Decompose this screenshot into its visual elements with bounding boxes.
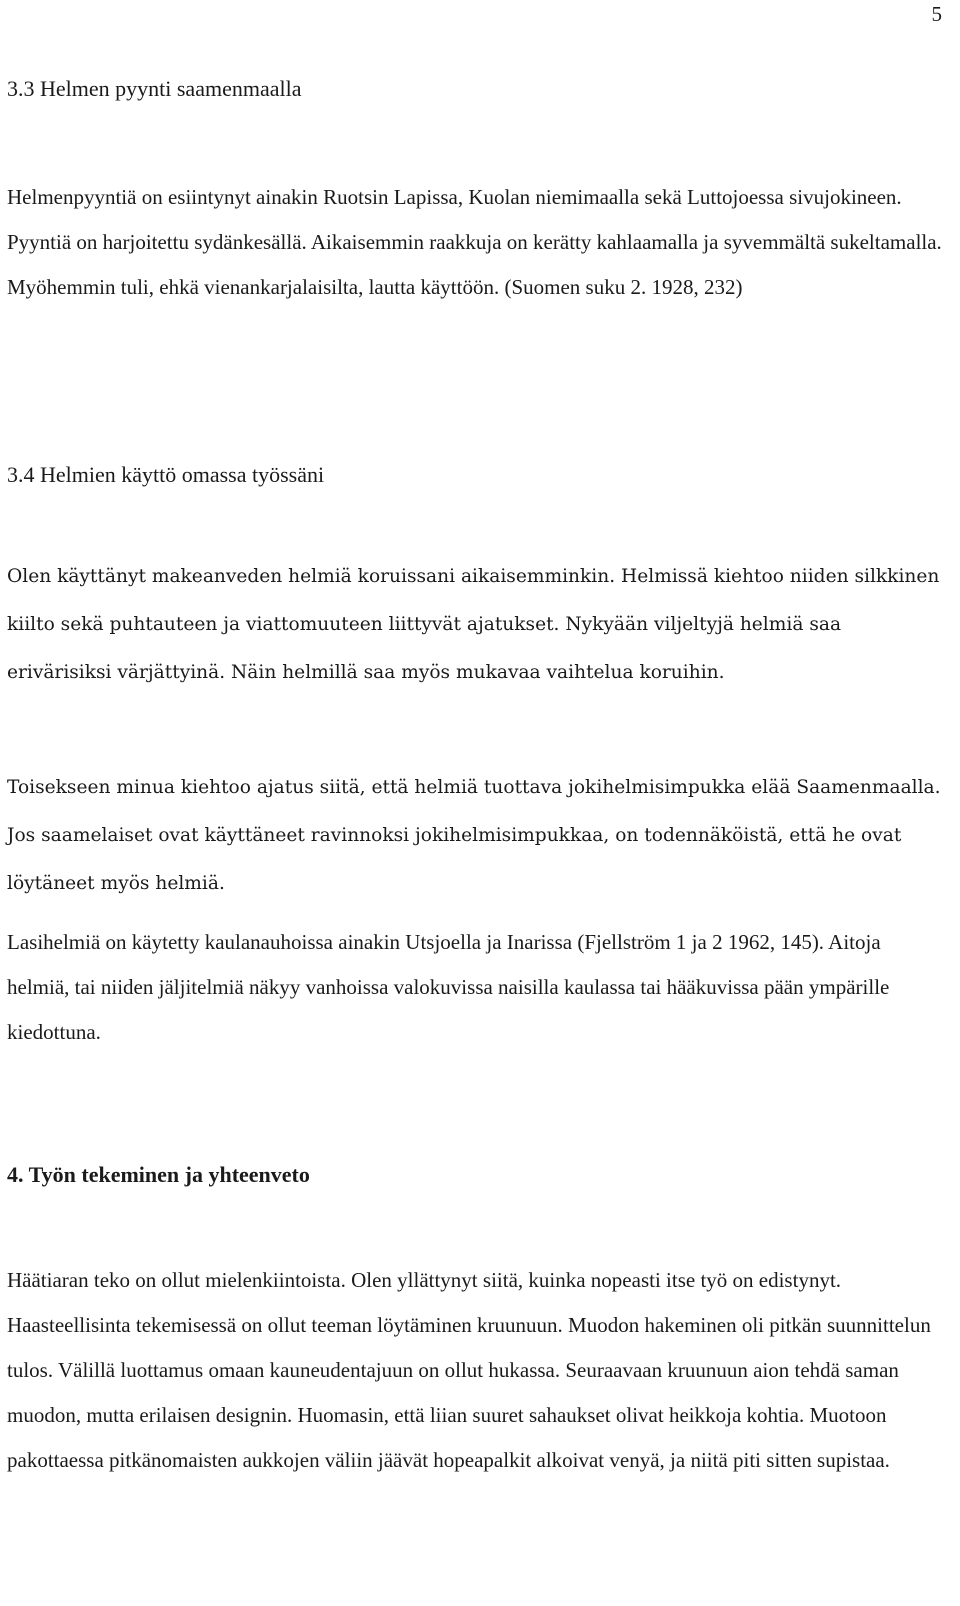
paragraph-makeanveden-helmet: Olen käyttänyt makeanveden helmiä koruissani aikaisemminkin. Helmissä kiehtoo niiden silkkinen kiilto sekä puhtauteen ja viattomuuteen liittyvät ajatukset. Nykyään viljeltyjä helmiä saa erivärisiksi värjättyinä. Näin helmillä saa myös mukavaa vaihtelua koruihin. xyxy=(7,566,940,683)
section-heading-4: 4. Työn tekeminen ja yhteenveto xyxy=(7,1162,310,1187)
section-heading-3-4: 3.4 Helmien käyttö omassa työssäni xyxy=(7,462,325,487)
section-heading-3-3: 3.3 Helmen pyynti saamenmaalla xyxy=(7,76,302,101)
paragraph-helmenpyynti: Helmenpyyntiä on esiintynyt ainakin Ruotsin Lapissa, Kuolan niemimaalla sekä Luttojoessa sivujokineen. Pyyntiä on harjoitettu sydänkesällä. Aikaisemmin raakkuja on kerätty kahlaamalla ja syvemmältä sukeltamalla. Myöhemmin tuli, ehkä vienankarjalaisilta, lautta käyttöön. (Suomen suku 2. 1928, 232) xyxy=(7,185,942,299)
paragraph-yhteenveto: Häätiaran teko on ollut mielenkiintoista. Olen yllättynyt siitä, kuinka nopeasti itse työ on edistynyt. Haasteellisinta tekemisessä on ollut teeman löytäminen kruunuun. Muodon hakeminen oli pitkän suunnittelun tulos. Välillä luottamus omaan kauneudentajuun on ollut hukassa. Seuraavaan kruunuun aion tehdä saman muodon, mutta erilaisen designin. Huomasin, että liian suuret sahaukset olivat heikkoja kohtia. Muotoon pakottaessa pitkänomaisten aukkojen väliin jäävät hopeapalkit alkoivat venyä, ja niitä piti sitten supistaa. xyxy=(7,1268,931,1472)
paragraph-lasihelmet: Lasihelmiä on käytetty kaulanauhoissa ainakin Utsjoella ja Inarissa (Fjellström 1 ja 2 1962, 145). Aitoja helmiä, tai niiden jäljitelmiä näkyy vanhoissa valokuvissa naisilla kaulassa tai hääkuvissa pään ympärille kiedottuna. xyxy=(7,930,890,1044)
paragraph-jokihelmisimpukka: Toisekseen minua kiehtoo ajatus siitä, että helmiä tuottava jokihelmisimpukka elää Saamenmaalla. Jos saamelaiset ovat käyttäneet ravinnoksi jokihelmisimpukkaa, on todennäköistä, että he ovat löytäneet myös helmiä. xyxy=(7,777,941,894)
page-number: 5 xyxy=(931,2,942,26)
